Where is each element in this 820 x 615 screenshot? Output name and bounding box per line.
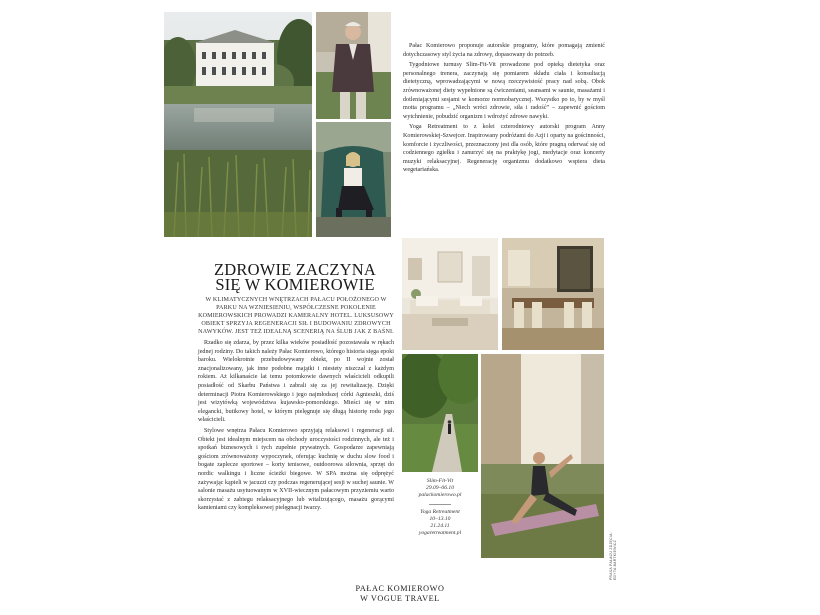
main-paragraph: Rzadko się zdarza, by przez kilka wieków posiadłość pozostawała w rękach jednej rodziny. Do takich należy Pałac Komierowo, którego historia sięga epoki baroku. Wielokrotnie przebudowywany obiekt, po II wojnie został znacjonalizowany, jak inne podobne majątki i niestety niszczał z każdym rokiem. Aż kilkanaście lat temu potomkowie dawnych właścicieli odkupili posiadłość od Skarbu Państwa i zabrali się za jej rewitalizację. Dzięki determinacji Piotra Komierowskiego i jego najmłodszej córki Agnieszki, dziś jest wizytówką województwa kujawsko-pomorskiego. Mieści się w nim elegancki, butikowy hotel, w którym pielęgnuje się długą historię rodu jego właścicieli. — [198, 340, 394, 424]
intro-paragraph: Tygodniowe turnusy Slim-Fit-Vit prowadzone pod opieką dietetyka oraz personalnego trenera, zaczynają się pomiarem składu ciała i konsultacją dietetyczną, wprowadzającymi w nową rzeczywistość pracy nad sobą. Obok zrównoważonej diety wypełnione są ćwiczeniami, seansami w saunie, masażami i dotleniającymi sesjami w komorze normobarycznej. Wszystko po to, by w myśl motta programu – „Niech wróci zdrowie, siła i radość” – zapewnić gościom wytchnienie, pobudzić organizm i wdrożyć zdrowe nawyki. — [403, 62, 605, 120]
event-info-box — [404, 478, 476, 537]
intro-paragraph: Pałac Komierowo proponuje autorskie programy, które pomagają zmienić dotychczasowy styl życia na zdrowy, dopasowany do potrzeb. — [403, 43, 605, 58]
footer-line-2: W VOGUE TRAVEL — [360, 593, 440, 603]
headline — [200, 262, 390, 292]
lead-paragraph: W KLIMATYCZNYCH WNĘTRZACH PAŁACU POŁOŻONEGO W PARKU NA WZNIESIENIU, WSPÓŁCZESNE POKOLENIE KOMIEROWSKICH PROWADZI KAMERALNY HOTEL. LUKSUSOWY OBIEKT SPRZYJA REGENERACJI SIŁ I BUDOWANIU ZDROWYCH NAWYKÓW. JEST TEŻ IDEALNĄ SCENERIĄ NA ŚLUB JAK Z BAŚNI. — [198, 297, 394, 335]
footer-line-1: PAŁAC KOMIEROWO — [355, 584, 445, 593]
photo-credit: PRASA PAŁACU ZDJĘCIA: EDYTA BARTKIEWICZ — [609, 532, 617, 580]
page-footer — [300, 584, 500, 603]
yoga-pose-photo — [481, 354, 604, 558]
slim-dates: 29.09–06.10 — [426, 485, 454, 492]
intro-paragraph: Yoga Retreatment to z kolei czterodniowy autorski program Anny Komierowskiej-Szwejcer. Inspirowany podróżami do Azji i oparty na gościnności, komforcie i życzliwości, przeznaczony jest dla osób, które pragną oderwać się od codziennego zgiełku i zanurzyć się na praktykę jogi, medytacje oraz koncerty muzyki relaksacyjnej. Regenerację organizmu dodatkowo wspiera dieta wegetariańska. — [403, 124, 605, 174]
slim-url: palackomierowo.pl — [418, 492, 462, 499]
main-text — [198, 339, 394, 515]
headline-line-1: ZDROWIE ZACZYNA — [213, 260, 376, 279]
right-intro-text — [403, 42, 605, 177]
dining-room-photo — [502, 238, 604, 350]
headline-line-2: SIĘ W KOMIEROWIE — [215, 275, 375, 294]
yoga-dates-1: 10–13.10 — [429, 515, 451, 522]
palace-lake-photo — [164, 12, 312, 237]
yoga-url: yogaretreatment.pl — [418, 530, 462, 537]
park-path-photo — [402, 354, 478, 472]
woman-armchair-photo — [316, 122, 391, 237]
slim-title: Slim-Fit-Vit — [426, 478, 454, 484]
yoga-dates-2: 21.24.11 — [430, 523, 450, 530]
yoga-title: Yoga Retreatment — [420, 508, 460, 515]
living-room-photo — [402, 238, 498, 350]
info-divider — [429, 504, 451, 505]
main-paragraph: Stylowe wnętrza Pałacu Komierowo sprzyjają relaksowi i regeneracji sił. Obiekt jest idealnym miejscem na obchody uroczystości rodzinnych, ale też i spotkań biznesowych i tych zupełnie prywatnych. Gospodarze zapewniają gościom zrównoważony wypoczynek, oferując kuchnię w duchu slow food i bogate zaplecze sportowe – korty tenisowe, outdoorowa siłownia, sprzęt do nordic walkingu i liczne ścieżki biegowe. W SPA można się odprężyć zażywając kąpieli w jacuzzi czy podczas regenerującej sesji w suchej saunie. W salonie masażu usytuowanym w XVII-wiecznym pałacowym przyziemiu warto skorzystać z zabiegu relaksacyjnego lub witalizującego, masażu gorącymi kamieniami czy kompleksowej pielęgnacji twarzy. — [198, 427, 394, 512]
man-portrait-photo — [316, 12, 391, 119]
